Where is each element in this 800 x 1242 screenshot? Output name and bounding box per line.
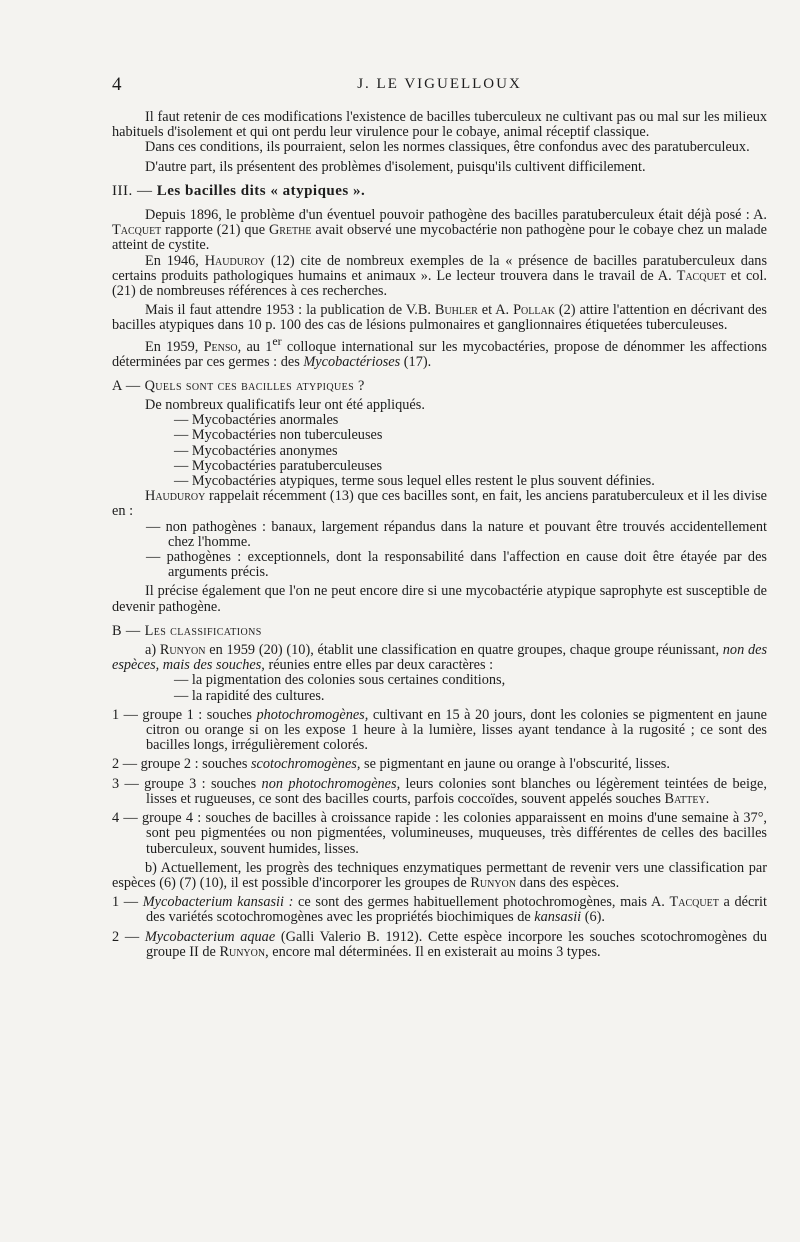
subsection-heading-b: B — Les classifications: [112, 622, 262, 639]
list-item: — Mycobactéries anormales: [174, 412, 339, 429]
paragraph: Il précise également que l'on ne peut encore dire si une mycobactérie atypique saprophyte est susceptible de devenir pathogène.: [112, 583, 767, 615]
paragraph: Mais il faut attendre 1953 : la publication de V.B. Buhler et A. Pollak (2) attire l'attention en décrivant des bacilles atypiques dans 10 p. 100 des cas de lésions pulmonaires et ganglionnaires étiquetées tuberculeuses.: [112, 302, 767, 334]
running-title: J. LE VIGUELLOUX: [357, 76, 522, 92]
page-number: 4: [112, 74, 122, 95]
list-item: — Mycobactéries atypiques, terme sous lequel elles restent le plus souvent définies.: [174, 473, 655, 490]
paragraph: En 1959, Penso, au 1er colloque international sur les mycobactéries, propose de dénommer les affections déterminées par ces germes : des Mycobactérioses (17).: [112, 333, 767, 370]
section-title: Les bacilles dits « atypiques ».: [156, 182, 366, 199]
subsection-heading-a: A — Quels sont ces bacilles atypiques ?: [112, 377, 365, 394]
list-item: — Mycobactéries paratuberculeuses: [174, 457, 383, 474]
paragraph: a) Runyon en 1959 (20) (10), établit une classification en quatre groupes, chaque groupe réunissant, non des espèces, mais des souches, réunies entre elles par deux caractères :: [112, 642, 768, 674]
paragraph: b) Actuellement, les progrès des techniques enzymatiques permettant de revenir vers une classification par espèces (6) (7) (10), il est possible d'incorporer les groupes de Runyon dans des espèces.: [112, 859, 767, 891]
paragraph: Hauduroy rappelait récemment (13) que ces bacilles sont, en fait, les anciens paratuberculeux et il les divise en :: [112, 488, 767, 520]
list-item: 3 — groupe 3 : souches non photochromogènes, leurs colonies sont blanches ou légèrement teintées de beige, lisses et rugueuses, ce sont des bacilles courts, parfois coccoïdes, souvent appelés souches Battey.: [112, 775, 767, 807]
list-item: 2 — groupe 2 : souches scotochromogènes, se pigmentant en jaune ou orange à l'obscurité, lisses.: [112, 756, 670, 773]
list-item: — pathogènes : exceptionnels, dont la responsabilité dans l'affection en cause doit être étayée par des arguments précis.: [146, 549, 767, 581]
list-item: — non pathogènes : banaux, largement répandus dans la nature et pouvant être trouvés accidentellement chez l'homme.: [146, 518, 767, 550]
list-item: — Mycobactéries non tuberculeuses: [174, 427, 383, 444]
list-item: 4 — groupe 4 : souches de bacilles à croissance rapide : les colonies apparaissent en moins d'une semaine à 37°, sont peu pigmentées ou non pigmentées, volumineuses, muqueuses, très différentes de celles des bacilles tuberculeux, souvent humides, lisses.: [112, 810, 767, 857]
section-heading-iii: [112, 184, 767, 199]
section-number: III. —: [112, 182, 153, 199]
list-item: — la pigmentation des colonies sous certaines conditions,: [174, 672, 506, 689]
list-item: 1 — Mycobacterium kansasii : ce sont des germes habituellement photochromogènes, mais A. Tacquet a décrit des variétés scotochromogènes avec les propriétés biochimiques de kansasii (6).: [112, 894, 767, 926]
paragraph: De nombreux qualificatifs leur ont été appliqués.: [145, 397, 425, 414]
list-item: — la rapidité des cultures.: [174, 687, 325, 704]
body-text: [112, 110, 767, 960]
page-header: [112, 74, 767, 98]
list-item: 1 — groupe 1 : souches photochromogènes, cultivant en 15 à 20 jours, dont les colonies se pigmentent en jaune citron ou orange si on les expose 1 heure à la lumière, lisses ayant tendance à la rugosité ; ce sont des bacilles longs, irrégulièrement colorés.: [112, 706, 767, 754]
paragraph: Depuis 1896, le problème d'un éventuel pouvoir pathogène des bacilles paratuberculeux était déjà posé : A. Tacquet rapporte (21) que Grethe avait observé une mycobactérie non pathogène pour le cobaye chez un malade atteint de cystite.: [112, 207, 768, 254]
paragraph: En 1946, Hauduroy (12) cite de nombreux exemples de la « présence de bacilles paratuberculeux dans certains produits pathologiques humains et animaux ». Le lecteur trouvera dans le travail de A. Tacquet et col. (21) de nombreuses références à ces recherches.: [112, 252, 768, 300]
paragraph: Dans ces conditions, ils pourraient, selon les normes classiques, être confondus avec des paratuberculeux.: [145, 139, 750, 156]
list-item: 2 — Mycobacterium aquae (Galli Valerio B. 1912). Cette espèce incorpore les souches scotochromogènes du groupe II de Runyon, encore mal déterminées. Il en existerait au moins 3 types.: [112, 928, 768, 960]
list-item: — Mycobactéries anonymes: [174, 442, 338, 459]
paragraph: D'autre part, ils présentent des problèmes d'isolement, puisqu'ils cultivent difficilement.: [145, 158, 646, 175]
paragraph: Il faut retenir de ces modifications l'existence de bacilles tuberculeux ne cultivant pas ou mal sur les milieux habituels d'isolement et qui ont perdu leur virulence pour le cobaye, animal réceptif classique.: [112, 109, 767, 141]
